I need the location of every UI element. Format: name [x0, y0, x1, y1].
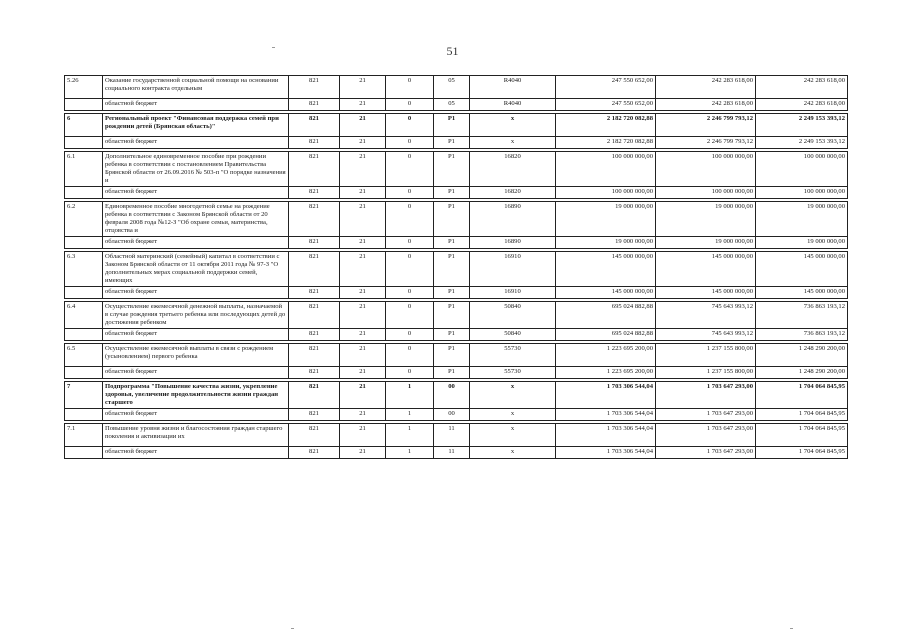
- cell-amount-year-1: 1 703 306 544,04: [556, 447, 656, 459]
- table-row-regional-budget: [65, 409, 848, 421]
- cell-grbs-code: 821: [289, 287, 340, 299]
- cell-section-code: 21: [340, 252, 386, 287]
- cell-amount-year-2: 242 283 618,00: [656, 76, 756, 99]
- cell-direction-code: R4040: [470, 99, 556, 111]
- cell-subprogram-code: 0: [386, 287, 434, 299]
- row-name: областной бюджет: [103, 237, 289, 249]
- table-row-regional-budget: [65, 137, 848, 149]
- cell-amount-year-1: 100 000 000,00: [556, 152, 656, 187]
- cell-amount-year-3: 1 704 064 845,95: [756, 382, 848, 409]
- cell-project-code: 11: [434, 424, 470, 447]
- cell-section-code: 21: [340, 202, 386, 237]
- cell-section-code: 21: [340, 329, 386, 341]
- cell-direction-code: 50840: [470, 329, 556, 341]
- row-number: [65, 187, 103, 199]
- cell-amount-year-1: 1 703 306 544,04: [556, 382, 656, 409]
- row-number: 6.1: [65, 152, 103, 187]
- cell-amount-year-1: 1 703 306 544,04: [556, 409, 656, 421]
- cell-amount-year-1: 100 000 000,00: [556, 187, 656, 199]
- cell-amount-year-1: 145 000 000,00: [556, 252, 656, 287]
- row-name: областной бюджет: [103, 409, 289, 421]
- cell-project-code: P1: [434, 114, 470, 137]
- cell-amount-year-2: 1 703 647 293,00: [656, 382, 756, 409]
- cell-subprogram-code: 0: [386, 237, 434, 249]
- row-number: [65, 99, 103, 111]
- table-row: [65, 202, 848, 237]
- cell-amount-year-2: 145 000 000,00: [656, 287, 756, 299]
- row-number: 6.2: [65, 202, 103, 237]
- cell-amount-year-3: 100 000 000,00: [756, 187, 848, 199]
- cell-amount-year-3: 736 863 193,12: [756, 329, 848, 341]
- cell-section-code: 21: [340, 424, 386, 447]
- cell-amount-year-2: 19 000 000,00: [656, 202, 756, 237]
- cell-amount-year-3: 1 248 290 200,00: [756, 367, 848, 379]
- row-name: областной бюджет: [103, 287, 289, 299]
- cell-amount-year-2: 1 237 155 800,00: [656, 344, 756, 367]
- cell-amount-year-1: 247 550 652,00: [556, 76, 656, 99]
- cell-direction-code: 16820: [470, 187, 556, 199]
- cell-project-code: P1: [434, 252, 470, 287]
- row-number: 5.26: [65, 76, 103, 99]
- cell-subprogram-code: 0: [386, 302, 434, 329]
- table-row: [65, 114, 848, 137]
- cell-subprogram-code: 1: [386, 447, 434, 459]
- cell-subprogram-code: 0: [386, 329, 434, 341]
- cell-amount-year-1: 247 550 652,00: [556, 99, 656, 111]
- cell-amount-year-3: 242 283 618,00: [756, 99, 848, 111]
- row-number: 6.4: [65, 302, 103, 329]
- cell-section-code: 21: [340, 409, 386, 421]
- cell-amount-year-1: 695 024 882,88: [556, 302, 656, 329]
- cell-subprogram-code: 0: [386, 187, 434, 199]
- cell-project-code: P1: [434, 287, 470, 299]
- row-name: областной бюджет: [103, 367, 289, 379]
- cell-amount-year-3: 100 000 000,00: [756, 152, 848, 187]
- row-name: Единовременное пособие многодетной семье на рождение ребенка в соответствии с Законом Брянской области от 20 февраля 2008 года №12-З "Об охране семьи, материнства, отцовства и: [103, 202, 289, 237]
- cell-amount-year-1: 695 024 882,88: [556, 329, 656, 341]
- cell-direction-code: 16890: [470, 237, 556, 249]
- cell-section-code: 21: [340, 114, 386, 137]
- row-number: 7.1: [65, 424, 103, 447]
- row-name: областной бюджет: [103, 329, 289, 341]
- cell-amount-year-2: 145 000 000,00: [656, 252, 756, 287]
- cell-subprogram-code: 0: [386, 76, 434, 99]
- cell-subprogram-code: 0: [386, 114, 434, 137]
- table-row-regional-budget: [65, 367, 848, 379]
- cell-grbs-code: 821: [289, 252, 340, 287]
- row-number: 6.3: [65, 252, 103, 287]
- cell-amount-year-2: 1 703 647 293,00: [656, 447, 756, 459]
- cell-direction-code: 55730: [470, 344, 556, 367]
- cell-direction-code: 16820: [470, 152, 556, 187]
- cell-subprogram-code: 0: [386, 137, 434, 149]
- cell-amount-year-2: 1 703 647 293,00: [656, 409, 756, 421]
- cell-grbs-code: 821: [289, 447, 340, 459]
- table-row-regional-budget: [65, 237, 848, 249]
- cell-amount-year-3: 19 000 000,00: [756, 202, 848, 237]
- cell-project-code: P1: [434, 344, 470, 367]
- cell-project-code: P1: [434, 202, 470, 237]
- cell-subprogram-code: 0: [386, 99, 434, 111]
- row-name: Повышение уровня жизни и благосостояния граждан старшего поколения и активизации их: [103, 424, 289, 447]
- cell-section-code: 21: [340, 287, 386, 299]
- cell-direction-code: 16910: [470, 287, 556, 299]
- cell-project-code: P1: [434, 302, 470, 329]
- cell-section-code: 21: [340, 302, 386, 329]
- row-name: областной бюджет: [103, 187, 289, 199]
- table-row: [65, 382, 848, 409]
- cell-grbs-code: 821: [289, 409, 340, 421]
- cell-amount-year-2: 100 000 000,00: [656, 187, 756, 199]
- cell-amount-year-3: 736 863 193,12: [756, 302, 848, 329]
- cell-amount-year-1: 19 000 000,00: [556, 202, 656, 237]
- cell-grbs-code: 821: [289, 329, 340, 341]
- cell-section-code: 21: [340, 99, 386, 111]
- cell-grbs-code: 821: [289, 237, 340, 249]
- row-number: [65, 137, 103, 149]
- cell-section-code: 21: [340, 187, 386, 199]
- scan-speck-bottom-left: [291, 628, 294, 629]
- cell-subprogram-code: 0: [386, 367, 434, 379]
- scan-speck-bottom-right: [790, 628, 793, 629]
- row-number: [65, 367, 103, 379]
- cell-grbs-code: 821: [289, 367, 340, 379]
- cell-amount-year-1: 1 703 306 544,04: [556, 424, 656, 447]
- cell-amount-year-2: 100 000 000,00: [656, 152, 756, 187]
- cell-amount-year-3: 2 249 153 393,12: [756, 114, 848, 137]
- cell-direction-code: x: [470, 409, 556, 421]
- cell-amount-year-2: 745 643 993,12: [656, 329, 756, 341]
- row-name: областной бюджет: [103, 99, 289, 111]
- cell-direction-code: x: [470, 137, 556, 149]
- cell-amount-year-2: 1 703 647 293,00: [656, 424, 756, 447]
- row-number: 6.5: [65, 344, 103, 367]
- row-number: [65, 237, 103, 249]
- cell-project-code: 11: [434, 447, 470, 459]
- cell-amount-year-3: 1 704 064 845,95: [756, 409, 848, 421]
- cell-section-code: 21: [340, 237, 386, 249]
- row-number: 7: [65, 382, 103, 409]
- row-name: областной бюджет: [103, 137, 289, 149]
- cell-grbs-code: 821: [289, 382, 340, 409]
- cell-amount-year-3: 1 704 064 845,95: [756, 447, 848, 459]
- cell-amount-year-2: 2 246 799 793,12: [656, 114, 756, 137]
- cell-section-code: 21: [340, 76, 386, 99]
- cell-project-code: 00: [434, 382, 470, 409]
- cell-amount-year-2: 2 246 799 793,12: [656, 137, 756, 149]
- cell-grbs-code: 821: [289, 424, 340, 447]
- table-row-regional-budget: [65, 187, 848, 199]
- cell-grbs-code: 821: [289, 137, 340, 149]
- cell-amount-year-3: 145 000 000,00: [756, 287, 848, 299]
- table-row-regional-budget: [65, 99, 848, 111]
- cell-amount-year-1: 1 223 695 200,00: [556, 367, 656, 379]
- budget-table-body: [65, 76, 848, 459]
- cell-project-code: P1: [434, 329, 470, 341]
- cell-grbs-code: 821: [289, 302, 340, 329]
- cell-amount-year-3: 145 000 000,00: [756, 252, 848, 287]
- row-name: Осуществление ежемесячной выплаты в связи с рождением (усыновлением) первого ребенка: [103, 344, 289, 367]
- cell-direction-code: x: [470, 382, 556, 409]
- cell-project-code: 05: [434, 76, 470, 99]
- cell-subprogram-code: 0: [386, 252, 434, 287]
- table-row: [65, 76, 848, 99]
- cell-subprogram-code: 1: [386, 424, 434, 447]
- page-number: 51: [446, 44, 459, 58]
- cell-direction-code: 55730: [470, 367, 556, 379]
- cell-subprogram-code: 1: [386, 409, 434, 421]
- cell-amount-year-1: 2 182 720 082,88: [556, 114, 656, 137]
- cell-direction-code: 50840: [470, 302, 556, 329]
- cell-project-code: P1: [434, 367, 470, 379]
- cell-grbs-code: 821: [289, 99, 340, 111]
- row-name: Дополнительное единовременное пособие при рождении ребенка в соответствии с постановлением Правительства Брянской области от 26.09.2016 № 503-п "О порядке назначения и: [103, 152, 289, 187]
- cell-direction-code: R4040: [470, 76, 556, 99]
- cell-amount-year-2: 1 237 155 800,00: [656, 367, 756, 379]
- budget-table: [64, 75, 848, 459]
- cell-amount-year-3: 1 248 290 200,00: [756, 344, 848, 367]
- cell-grbs-code: 821: [289, 114, 340, 137]
- cell-amount-year-3: 19 000 000,00: [756, 237, 848, 249]
- cell-section-code: 21: [340, 152, 386, 187]
- row-name: Осуществление ежемесячной денежной выплаты, назначаемой в случае рождения третьего ребенка или последующих детей до достижения ребенком: [103, 302, 289, 329]
- row-name: Областной материнский (семейный) капитал в соответствии с Законом Брянской области от 11 октября 2011 года № 97-З "О дополнительных мерах социальной поддержки семей, имеющих: [103, 252, 289, 287]
- cell-project-code: P1: [434, 152, 470, 187]
- cell-amount-year-3: 1 704 064 845,95: [756, 424, 848, 447]
- cell-grbs-code: 821: [289, 76, 340, 99]
- cell-amount-year-2: 745 643 993,12: [656, 302, 756, 329]
- row-name: Подпрограмма "Повышение качества жизни, укрепление здоровья, увеличение продолжительности жизни граждан старшего: [103, 382, 289, 409]
- table-row: [65, 152, 848, 187]
- cell-subprogram-code: 0: [386, 344, 434, 367]
- cell-section-code: 21: [340, 382, 386, 409]
- row-number: [65, 447, 103, 459]
- cell-grbs-code: 821: [289, 202, 340, 237]
- cell-amount-year-3: 242 283 618,00: [756, 76, 848, 99]
- table-row: [65, 344, 848, 367]
- cell-section-code: 21: [340, 137, 386, 149]
- row-number: [65, 287, 103, 299]
- row-number: [65, 329, 103, 341]
- cell-project-code: 00: [434, 409, 470, 421]
- cell-project-code: P1: [434, 187, 470, 199]
- cell-amount-year-1: 2 182 720 082,88: [556, 137, 656, 149]
- cell-direction-code: x: [470, 447, 556, 459]
- cell-section-code: 21: [340, 447, 386, 459]
- cell-direction-code: x: [470, 114, 556, 137]
- cell-amount-year-3: 2 249 153 393,12: [756, 137, 848, 149]
- cell-amount-year-2: 19 000 000,00: [656, 237, 756, 249]
- cell-amount-year-1: 1 223 695 200,00: [556, 344, 656, 367]
- row-name: Региональный проект "Финансовая поддержка семей при рождении детей (Брянская область)": [103, 114, 289, 137]
- cell-section-code: 21: [340, 367, 386, 379]
- table-row-regional-budget: [65, 447, 848, 459]
- cell-subprogram-code: 0: [386, 152, 434, 187]
- cell-section-code: 21: [340, 344, 386, 367]
- cell-subprogram-code: 0: [386, 202, 434, 237]
- table-row: [65, 424, 848, 447]
- table-row: [65, 252, 848, 287]
- row-number: 6: [65, 114, 103, 137]
- cell-grbs-code: 821: [289, 187, 340, 199]
- cell-direction-code: 16890: [470, 202, 556, 237]
- row-name: областной бюджет: [103, 447, 289, 459]
- cell-direction-code: x: [470, 424, 556, 447]
- table-row-regional-budget: [65, 329, 848, 341]
- cell-project-code: 05: [434, 99, 470, 111]
- table-row: [65, 302, 848, 329]
- row-name: Оказание государственной социальной помощи на основании социального контракта отдельным: [103, 76, 289, 99]
- cell-grbs-code: 821: [289, 152, 340, 187]
- cell-amount-year-2: 242 283 618,00: [656, 99, 756, 111]
- row-number: [65, 409, 103, 421]
- scan-speck-top: [272, 47, 275, 48]
- cell-direction-code: 16910: [470, 252, 556, 287]
- table-row-regional-budget: [65, 287, 848, 299]
- cell-subprogram-code: 1: [386, 382, 434, 409]
- cell-grbs-code: 821: [289, 344, 340, 367]
- cell-amount-year-1: 19 000 000,00: [556, 237, 656, 249]
- cell-project-code: P1: [434, 137, 470, 149]
- cell-project-code: P1: [434, 237, 470, 249]
- cell-amount-year-1: 145 000 000,00: [556, 287, 656, 299]
